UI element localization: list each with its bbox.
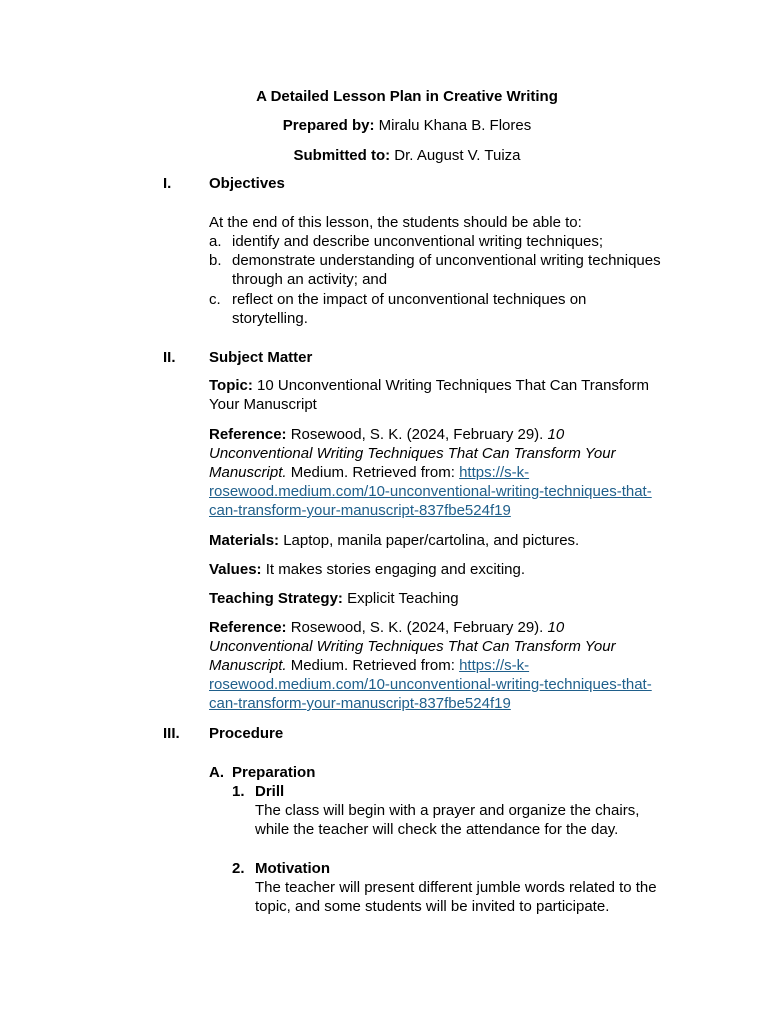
- prepared-by-label: Prepared by:: [282, 117, 375, 134]
- reference-label: Reference:: [209, 619, 287, 636]
- reference-paragraph-1: Reference: Rosewood, S. K. (2024, February 29). 10 Unconventional Writing Techniques That Can Transform Your Manuscript. Medium. Retrieved from: https://s-k-rosewood.medium.com/10-unconventional-writing-techniques-that-can-transform-your-manuscript-837fbe524f19: [209, 426, 652, 519]
- materials-label: Materials:: [209, 532, 280, 549]
- topic-value: 10 Unconventional Writing Techniques That Can Transform Your Manuscript: [209, 377, 649, 413]
- materials-paragraph: [209, 531, 679, 550]
- topic-paragraph: [209, 376, 674, 414]
- reference-link[interactable]: https://s-k-rosewood.medium.com/10-unconventional-writing-techniques-that-can-transform-your-manuscript-837fbe524f19: [209, 657, 652, 712]
- submitted-to-label: Submitted to:: [293, 147, 391, 164]
- objective-text-c: reflect on the impact of unconventional techniques on storytelling.: [232, 291, 587, 327]
- reference-link[interactable]: https://s-k-rosewood.medium.com/10-unconventional-writing-techniques-that-can-transform-your-manuscript-837fbe524f19: [209, 464, 652, 519]
- values-label: Values:: [209, 561, 262, 578]
- step-text-drill: The class will begin with a prayer and organize the chairs, while the teacher will check the attendance for the day.: [255, 802, 640, 838]
- objectives-intro: At the end of this lesson, the students should be able to:: [209, 214, 582, 231]
- step-heading-drill: Drill: [255, 783, 285, 800]
- step-number-motivation: 2.: [232, 860, 245, 877]
- values-paragraph: [209, 560, 679, 579]
- topic-label: Topic:: [209, 377, 253, 394]
- submitted-to-line: [47, 146, 767, 165]
- reference-paragraph-2: Reference: Rosewood, S. K. (2024, February 29). 10 Unconventional Writing Techniques That Can Transform Your Manuscript. Medium. Retrieved from: https://s-k-rosewood.medium.com/10-unconventional-writing-techniques-that-can-transform-your-manuscript-837fbe524f19: [209, 619, 652, 712]
- reference-title: 10 Unconventional Writing Techniques That Can Transform Your Manuscript.: [209, 619, 616, 674]
- document-title: A Detailed Lesson Plan in Creative Writing: [256, 88, 558, 105]
- teaching-strategy-label: Teaching Strategy:: [209, 590, 343, 607]
- prepared-by-value: Miralu Khana B. Flores: [374, 117, 532, 134]
- objective-letter-c: c.: [209, 291, 221, 308]
- submitted-to-value: Dr. August V. Tuiza: [390, 147, 521, 164]
- teaching-strategy-paragraph: [209, 589, 679, 608]
- reference-label: Reference:: [209, 426, 287, 443]
- step-text-motivation: The teacher will present different jumble words related to the topic, and some students will be invited to participate.: [255, 879, 657, 915]
- section-heading-procedure: Procedure: [209, 725, 284, 742]
- objective-letter-b: b.: [209, 252, 222, 269]
- objective-text-b: demonstrate understanding of unconventional writing techniques through an activity; and: [232, 252, 661, 288]
- step-number-drill: 1.: [232, 783, 245, 800]
- step-heading-motivation: Motivation: [255, 860, 330, 877]
- section-number-procedure: III.: [163, 725, 180, 742]
- objective-text-a: identify and describe unconventional writing techniques;: [232, 233, 604, 250]
- section-number-subject-matter: II.: [163, 349, 176, 366]
- objective-letter-a: a.: [209, 233, 222, 250]
- section-heading-objectives: Objectives: [209, 175, 285, 192]
- section-heading-subject-matter: Subject Matter: [209, 349, 313, 366]
- prepared-by-line: [47, 116, 767, 135]
- section-number-objectives: I.: [163, 175, 172, 192]
- reference-title: 10 Unconventional Writing Techniques That Can Transform Your Manuscript.: [209, 426, 616, 481]
- materials-value: Laptop, manila paper/cartolina, and pictures.: [279, 532, 580, 549]
- teaching-strategy-value: Explicit Teaching: [342, 590, 459, 607]
- subsection-letter-a: A.: [209, 764, 224, 781]
- subsection-heading-preparation: Preparation: [232, 764, 316, 781]
- values-value: It makes stories engaging and exciting.: [261, 561, 526, 578]
